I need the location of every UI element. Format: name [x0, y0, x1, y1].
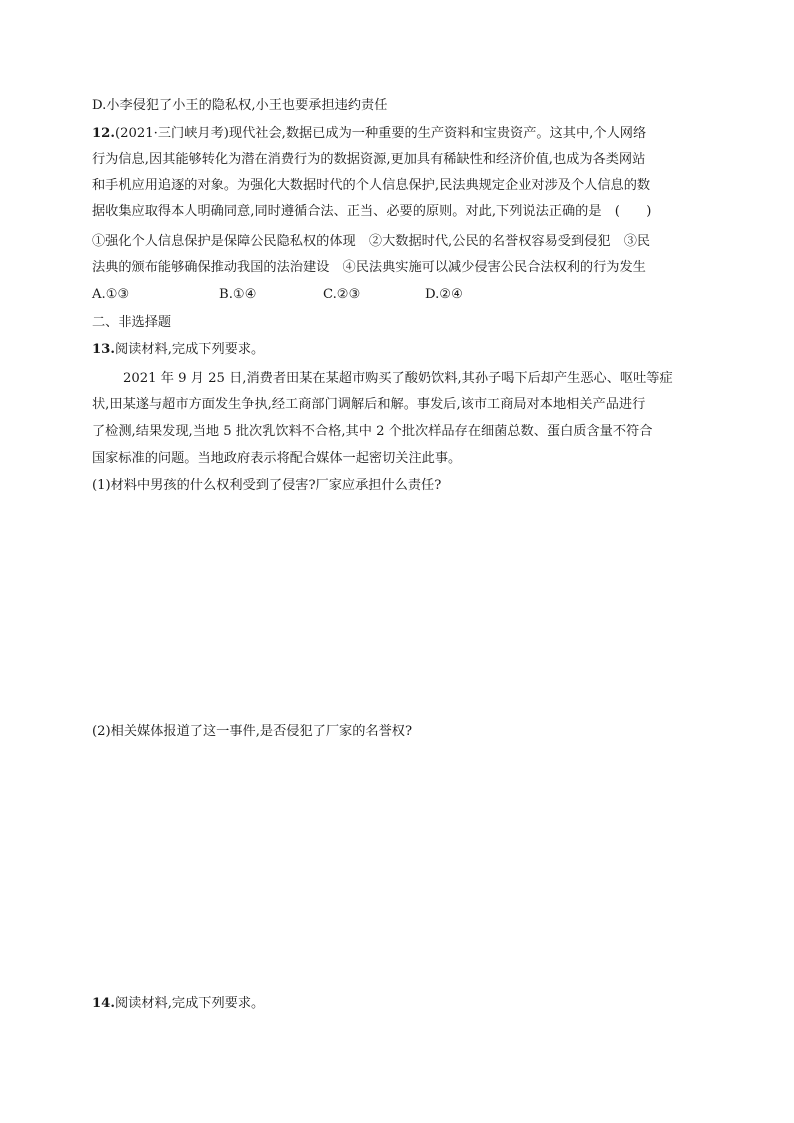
q12-line-2: 行为信息,因其能够转化为潜在消费行为的数据资源,更加具有稀缺性和经济价值,也成为各类网站	[92, 152, 646, 167]
q12-text-1: (2021·三门峡月考)现代社会,数据已成为一种重要的生产资料和宝贵资产。这其中,个人网络	[114, 126, 647, 141]
q12-line-1	[92, 125, 646, 143]
section-heading: 二、非选择题	[92, 315, 172, 330]
q13-number: 13.	[92, 342, 115, 357]
q13-material-line-3: 了检测,结果发现,当地 5 批次乳饮料不合格,其中 2 个批次样品存在细菌总数、蛋白质含量不符合	[92, 424, 653, 439]
q13-material-line-4: 国家标准的问题。当地政府表示将配合媒体一起密切关注此事。	[92, 451, 462, 466]
q12-option-a: A.①③	[92, 287, 130, 302]
q13-intro: 阅读材料,完成下列要求。	[114, 342, 265, 357]
q13-material-line-1: 2021 年 9 月 25 日,消费者田某在某超市购买了酸奶饮料,其孙子喝下后却产生恶心、呕吐等症	[123, 371, 673, 386]
q12-line-5: ①强化个人信息保护是保障公民隐私权的体现 ②大数据时代,公民的名誉权容易受到侵犯 ③民	[92, 234, 651, 249]
q14-number: 14.	[92, 996, 115, 1011]
q12-option-d: D.②④	[425, 287, 463, 302]
q14-intro: 阅读材料,完成下列要求。	[114, 996, 265, 1011]
q14-heading	[92, 995, 264, 1013]
q13-subquestion-2: (2)相关媒体报道了这一事件,是否侵犯了厂家的名誉权?	[92, 724, 413, 739]
q12-number: 12.	[92, 126, 115, 141]
q13-material-line-2: 状,田某遂与超市方面发生争执,经工商部门调解后和解。事发后,该市工商局对本地相关产品进行	[92, 397, 646, 412]
q12-line-4: 据收集应取得本人明确同意,同时遵循合法、正当、必要的原则。对此,下列说法正确的是 ( )	[92, 204, 652, 219]
q13-answer-area-1[interactable]	[92, 500, 702, 715]
q12-option-b: B.①④	[219, 287, 257, 302]
q13-subquestion-1: (1)材料中男孩的什么权利受到了侵害?厂家应承担什么责任?	[92, 478, 442, 493]
q12-option-c: C.②③	[323, 287, 361, 302]
q12-line-6: 法典的颁布能够确保推动我国的法治建设 ④民法典实施可以减少侵害公民合法权利的行为发生	[92, 260, 646, 275]
q13-answer-area-2[interactable]	[92, 746, 702, 986]
q11-option-d: D.小李侵犯了小王的隐私权,小王也要承担违约责任	[92, 98, 388, 113]
q13-heading	[92, 341, 264, 359]
q12-line-3: 和手机应用追逐的对象。为强化大数据时代的个人信息保护,民法典规定企业对涉及个人信息的数	[92, 178, 651, 193]
